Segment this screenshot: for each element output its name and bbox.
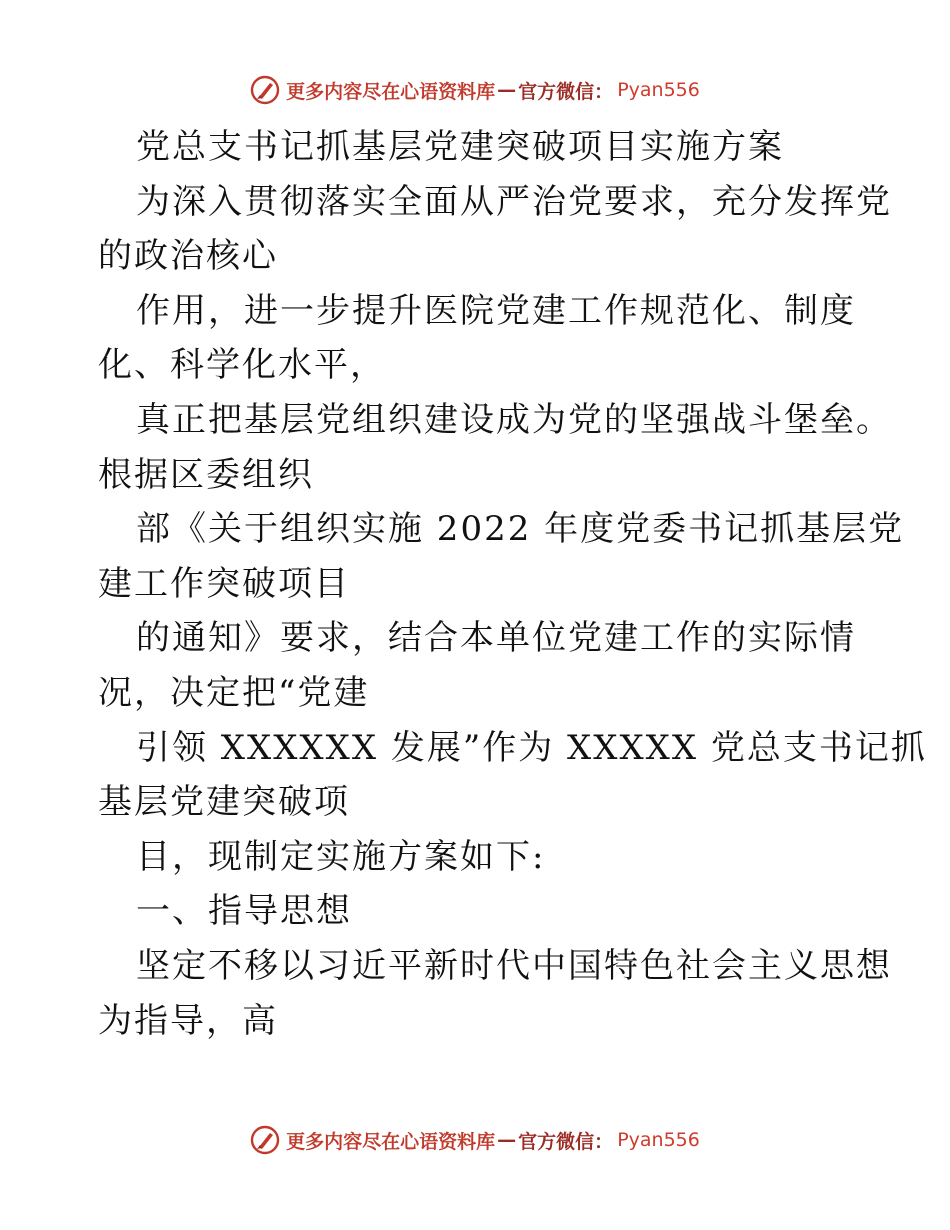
quill-pen-seal-icon <box>250 1125 280 1155</box>
wechat-label: 官方微信： <box>518 80 614 103</box>
paragraph-line: 作用，进一步提升医院党建工作规范化、制度 <box>136 290 856 331</box>
paragraph-line: 目，现制定实施方案如下: <box>136 836 546 877</box>
header-banner <box>0 70 950 110</box>
paragraph-line: 真正把基层党组织建设成为党的坚强战斗堡垒。 <box>136 399 892 440</box>
wechat-id: Pyan556 <box>617 79 700 101</box>
banner-separator: — <box>497 1129 517 1151</box>
quill-pen-seal-icon <box>250 75 280 105</box>
banner-separator: — <box>497 79 517 101</box>
paragraph-line: 为深入贯彻落实全面从严治党要求，充分发挥党 <box>136 181 892 222</box>
wechat-id: Pyan556 <box>617 1129 700 1151</box>
promo-text: 更多内容尽在心语资料库 <box>286 80 496 103</box>
section-heading: 一、指导思想 <box>136 891 352 932</box>
paragraph-line: 的政治核心 <box>98 236 278 277</box>
wechat-label: 官方微信： <box>518 1130 614 1153</box>
paragraph-line: 根据区委组织 <box>98 454 314 495</box>
document-body <box>98 120 927 1048</box>
paragraph-line: 建工作突破项目 <box>98 563 350 604</box>
paragraph-line: 为指导，高 <box>98 1000 278 1041</box>
paragraph-line: 基层党建突破项 <box>98 782 350 823</box>
document-title: 党总支书记抓基层党建突破项目实施方案 <box>136 127 784 167</box>
paragraph-line: 况，决定把“党建 <box>98 672 370 713</box>
promo-text: 更多内容尽在心语资料库 <box>286 1130 496 1153</box>
paragraph-line: 的通知》要求，结合本单位党建工作的实际情 <box>136 618 856 659</box>
footer-banner <box>0 1120 950 1160</box>
paragraph-line: 部《关于组织实施 2022 年度党委书记抓基层党 <box>136 509 905 550</box>
paragraph-line: 坚定不移以习近平新时代中国特色社会主义思想 <box>136 945 892 986</box>
paragraph-line: 化、科学化水平， <box>98 345 386 386</box>
paragraph-line: 引领 XXXXXX 发展”作为 XXXXX 党总支书记抓 <box>136 727 927 768</box>
